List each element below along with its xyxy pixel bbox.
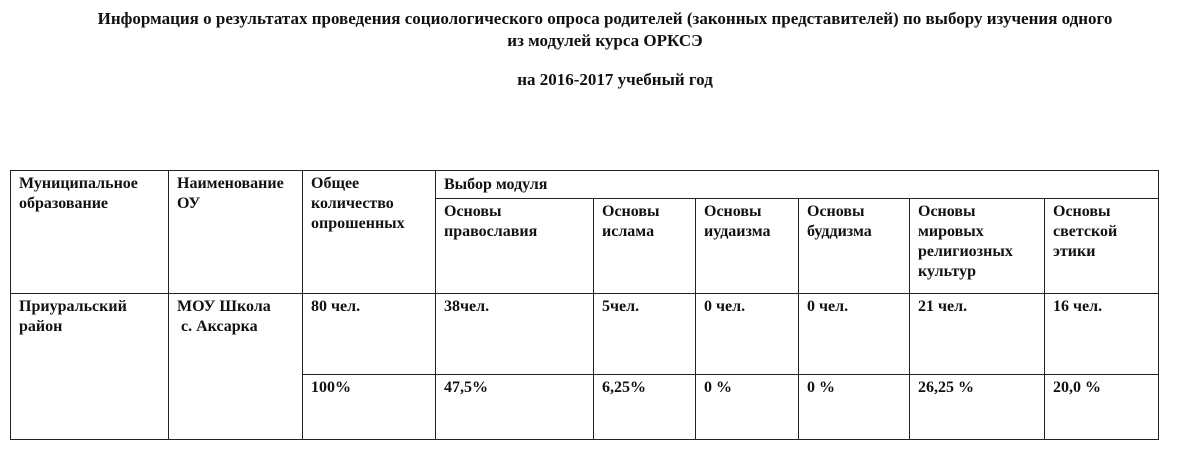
cell-school [169, 294, 303, 440]
header-module-world-religions: Основы мировых религиозных культур [910, 199, 1045, 294]
cell-count-buddhism: 0 чел. [799, 294, 910, 375]
cell-percent-total: 100% [303, 375, 436, 440]
document-title [20, 8, 1190, 52]
cell-count-islam: 5чел. [594, 294, 696, 375]
school-name-line-2: с. Аксарка [181, 318, 258, 335]
document-subtitle: на 2016-2017 учебный год [517, 70, 713, 89]
title-line-2: из модулей курса ОРКСЭ [507, 31, 703, 50]
cell-percent-buddhism: 0 % [799, 375, 910, 440]
header-module-secular-ethics: Основы светской этики [1045, 199, 1159, 294]
cell-percent-judaism: 0 % [696, 375, 799, 440]
table-header-row [11, 171, 1159, 199]
header-municipality: Муниципальное образование [11, 171, 169, 294]
cell-percent-islam: 6,25% [594, 375, 696, 440]
header-school: Наименование ОУ [169, 171, 303, 294]
cell-percent-world-religions: 26,25 % [910, 375, 1045, 440]
cell-count-secular-ethics: 16 чел. [1045, 294, 1159, 375]
survey-results-table [10, 170, 1159, 440]
header-total-surveyed: Общее количество опрошенных [303, 171, 436, 294]
cell-percent-orthodoxy: 47,5% [436, 375, 594, 440]
header-module-orthodoxy: Основы православия [436, 199, 594, 294]
table-row-counts [11, 294, 1159, 375]
header-module-choice: Выбор модуля [436, 171, 1159, 199]
cell-count-total: 80 чел. [303, 294, 436, 375]
cell-count-orthodoxy: 38чел. [436, 294, 594, 375]
title-line-1: Информация о результатах проведения социологического опроса родителей (законных представителей) по выбору изучения одного [97, 9, 1113, 28]
header-module-buddhism: Основы буддизма [799, 199, 910, 294]
header-module-judaism: Основы иудаизма [696, 199, 799, 294]
header-module-islam: Основы ислама [594, 199, 696, 294]
cell-count-world-religions: 21 чел. [910, 294, 1045, 375]
cell-municipality: Приуральский район [11, 294, 169, 440]
school-name-line-1: МОУ Школа [177, 298, 271, 315]
cell-count-judaism: 0 чел. [696, 294, 799, 375]
cell-percent-secular-ethics: 20,0 % [1045, 375, 1159, 440]
